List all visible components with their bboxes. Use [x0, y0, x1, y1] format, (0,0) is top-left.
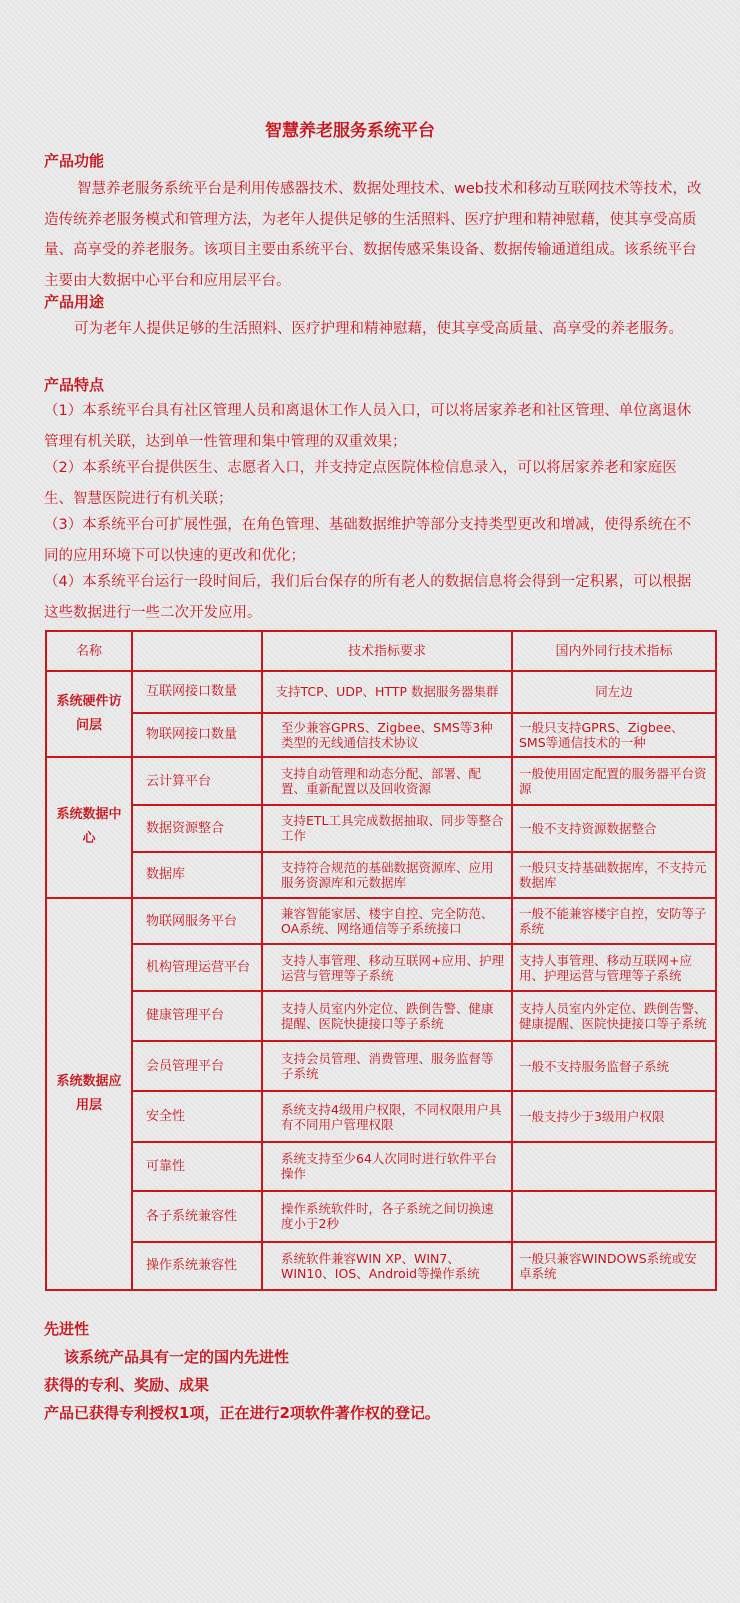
table-row — [46, 805, 716, 851]
row-name: 健康管理平台 — [132, 991, 262, 1041]
row-peer: 一般只兼容WINDOWS系统或安卓系统 — [512, 1242, 716, 1290]
table-row — [46, 991, 716, 1041]
row-name: 数据库 — [132, 852, 262, 898]
awards-heading: 获得的专利、奖励、成果 — [44, 1376, 210, 1394]
header-tech: 技术指标要求 — [262, 631, 512, 671]
purpose-heading: 产品用途 — [44, 293, 105, 311]
row-name: 云计算平台 — [132, 757, 262, 805]
row-peer: 一般支持少于3级用户权限 — [512, 1091, 716, 1141]
row-tech: 系统支持4级用户权限，不同权限用户具有不同用户管理权限 — [262, 1091, 512, 1141]
table-row — [46, 1142, 716, 1191]
row-name: 操作系统兼容性 — [132, 1242, 262, 1290]
table-row — [46, 944, 716, 990]
row-peer: 支持人事管理、移动互联网+应用、护理运营与管理等子系统 — [512, 944, 716, 990]
row-name: 各子系统兼容性 — [132, 1191, 262, 1241]
row-name: 机构管理运营平台 — [132, 944, 262, 990]
row-peer: 支持人员室内外定位、跌倒告警、健康提醒、医院快捷接口等子系统 — [512, 991, 716, 1041]
row-tech: 支持符合规范的基础数据资源库、应用服务资源库和元数据库 — [262, 852, 512, 898]
row-peer: 一般不支持服务监督子系统 — [512, 1041, 716, 1091]
page-title: 智慧养老服务系统平台 — [265, 121, 435, 141]
feature-item-1: （1）本系统平台具有社区管理人员和离退休工作人员入口，可以将居家养老和社区管理、单位离退休管理有机关联，达到单一性管理和集中管理的双重效果； — [44, 403, 692, 450]
row-tech: 支持人员室内外定位、跌倒告警、健康提醒、医院快捷接口等子系统 — [262, 991, 512, 1041]
table-row — [46, 1041, 716, 1091]
feature-item-3: （3）本系统平台可扩展性强，在角色管理、基础数据维护等部分支持类型更改和增减，使得系统在不同的应用环境下可以快速的更改和优化； — [44, 517, 692, 564]
row-name: 互联网接口数量 — [132, 671, 262, 712]
table-row — [46, 852, 716, 898]
table-row — [46, 671, 716, 712]
row-peer: 一般不支持资源数据整合 — [512, 805, 716, 851]
row-tech: 支持自动管理和动态分配、部署、配置、重新配置以及回收资源 — [262, 757, 512, 805]
category-cell: 系统数据应用层 — [46, 898, 132, 1290]
row-name: 物联网接口数量 — [132, 713, 262, 757]
purpose-text: 可为老年人提供足够的生活照料、医疗护理和精神慰藉，使其享受高质量、高享受的养老服务。 — [74, 321, 683, 337]
table-row — [46, 757, 716, 805]
row-tech: 系统支持至少64人次同时进行软件平台操作 — [262, 1142, 512, 1191]
table-row — [46, 1191, 716, 1241]
category-cell: 系统数据中心 — [46, 757, 132, 898]
row-name: 数据资源整合 — [132, 805, 262, 851]
row-tech: 支持ETL工具完成数据抽取、同步等整合工作 — [262, 805, 512, 851]
row-peer: 一般只支持基础数据库，不支持元数据库 — [512, 852, 716, 898]
row-tech: 支持人事管理、移动互联网+应用、护理运营与管理等子系统 — [262, 944, 512, 990]
function-heading: 产品功能 — [44, 152, 105, 170]
advanced-heading: 先进性 — [44, 1320, 90, 1338]
row-tech: 至少兼容GPRS、Zigbee、SMS等3种类型的无线通信技术协议 — [262, 713, 512, 757]
row-name: 会员管理平台 — [132, 1041, 262, 1091]
row-tech: 操作系统软件时，各子系统之间切换速度小于2秒 — [262, 1191, 512, 1241]
row-peer: 同左边 — [512, 671, 716, 712]
feature-item-2: （2）本系统平台提供医生、志愿者入口，并支持定点医院体检信息录入，可以将居家养老和家庭医生、智慧医院进行有机关联； — [44, 460, 677, 507]
row-tech: 兼容智能家居、楼宇自控、完全防范、OA系统、网络通信等子系统接口 — [262, 898, 512, 944]
awards-text: 产品已获得专利授权1项，正在进行2项软件著作权的登记。 — [44, 1404, 440, 1422]
feature-item-4: （4）本系统平台运行一段时间后，我们后台保存的所有老人的数据信息将会得到一定积累，可以根据这些数据进行一些二次开发应用。 — [44, 574, 692, 621]
row-tech: 支持会员管理、消费管理、服务监督等子系统 — [262, 1041, 512, 1091]
category-cell: 系统硬件访问层 — [46, 671, 132, 757]
header-item — [132, 631, 262, 671]
advanced-text: 该系统产品具有一定的国内先进性 — [64, 1348, 290, 1366]
row-name: 安全性 — [132, 1091, 262, 1141]
table-row — [46, 1242, 716, 1290]
header-peer: 国内外同行技术指标 — [512, 631, 716, 671]
row-name: 物联网服务平台 — [132, 898, 262, 944]
spec-table — [45, 630, 717, 1291]
row-peer — [512, 1142, 716, 1191]
table-row — [46, 898, 716, 944]
table-row — [46, 1091, 716, 1141]
row-tech: 支持TCP、UDP、HTTP 数据服务器集群 — [262, 671, 512, 712]
row-peer: 一般使用固定配置的服务器平台资源 — [512, 757, 716, 805]
table-row — [46, 713, 716, 757]
features-heading: 产品特点 — [44, 376, 105, 394]
header-name: 名称 — [46, 631, 132, 671]
row-peer: 一般不能兼容楼宇自控，安防等子系统 — [512, 898, 716, 944]
table-header-row — [46, 631, 716, 671]
function-text: 智慧养老服务系统平台是利用传感器技术、数据处理技术、web技术和移动互联网技术等技术，改造传统养老服务模式和管理方法，为老年人提供足够的生活照料、医疗护理和精神慰藉，使其享受高质量、高享受的养老服务。该项目主要由系统平台、数据传感采集设备、数据传输通道组成。该系统平台主要由大数据中心平台和应用层平台。 — [44, 181, 702, 289]
row-tech: 系统软件兼容WIN XP、WIN7、WIN10、IOS、Android等操作系统 — [262, 1242, 512, 1290]
row-name: 可靠性 — [132, 1142, 262, 1191]
row-peer — [512, 1191, 716, 1241]
row-peer: 一般只支持GPRS、Zigbee、SMS等通信技术的一种 — [512, 713, 716, 757]
